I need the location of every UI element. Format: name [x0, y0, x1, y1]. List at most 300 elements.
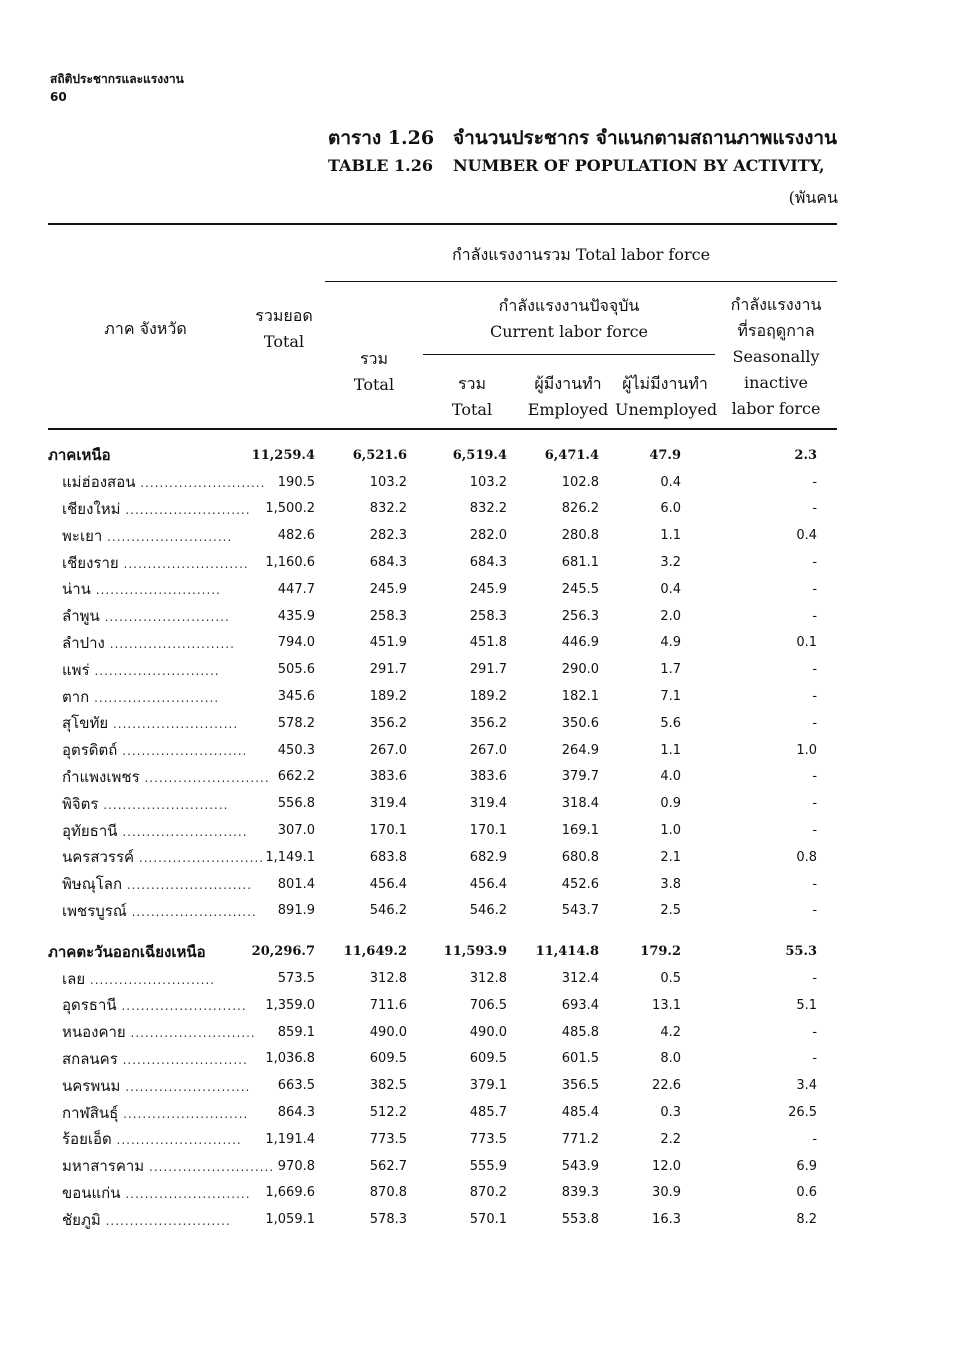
province-row: [48, 790, 837, 817]
province-lf-total-cell: 170.1: [369, 823, 407, 839]
province-row: [48, 576, 837, 603]
province-name: ขอนแก่น: [62, 1183, 121, 1202]
province-unemployed-cell: 1.0: [660, 823, 681, 839]
leader-dots: ..........................: [117, 744, 248, 759]
province-name: อุตรดิตถ์: [62, 741, 118, 760]
page-number: 60: [50, 90, 67, 104]
province-row: [48, 965, 837, 992]
leader-dots: ..........................: [100, 1213, 231, 1228]
province-total-cell: 307.0: [277, 823, 315, 839]
province-row: [48, 710, 837, 737]
province-row: [48, 603, 837, 630]
leader-dots: ..........................: [89, 663, 220, 678]
province-name: พิษณุโลก: [62, 875, 123, 894]
header-unemployed-th: ผู้ไม่มีงานทำ: [622, 373, 708, 393]
province-total-cell: 1,669.6: [265, 1185, 315, 1201]
province-employed-cell: 379.7: [561, 769, 599, 785]
province-lf-total-cell: 711.6: [369, 997, 407, 1013]
province-current-total-cell: 312.8: [469, 971, 507, 987]
province-name-cell: [48, 603, 243, 630]
province-name: พะเยา: [62, 526, 103, 545]
leader-dots: ..........................: [117, 824, 248, 839]
province-name-cell: [48, 965, 243, 992]
province-row: [48, 496, 837, 523]
region-total-cell: 20,296.7: [251, 944, 315, 960]
province-employed-cell: 446.9: [561, 635, 599, 651]
province-employed-cell: 350.6: [561, 715, 599, 731]
region-unemployed-cell: 47.9: [649, 447, 681, 463]
province-row: [48, 522, 837, 549]
province-total-cell: 573.5: [277, 971, 315, 987]
province-total-cell: 1,149.1: [265, 849, 315, 865]
province-total-cell: 1,359.0: [265, 997, 315, 1013]
province-name-cell: [48, 1099, 249, 1126]
province-current-total-cell: 103.2: [469, 474, 507, 490]
province-unemployed-cell: 1.7: [660, 662, 681, 678]
province-lf-total-cell: 319.4: [369, 796, 407, 812]
province-total-cell: 578.2: [277, 715, 315, 731]
header-total-th: รวมยอด: [255, 305, 313, 325]
province-name: ลำพูน: [62, 607, 100, 626]
province-seasonal-cell: -: [812, 474, 818, 490]
leader-dots: ..........................: [104, 636, 235, 651]
province-row: [48, 1126, 837, 1153]
header-seasonal-th2: ที่รอฤดูกาล: [737, 321, 815, 340]
province-employed-cell: 485.8: [561, 1024, 599, 1040]
province-name-cell: [48, 844, 265, 871]
province-name: ร้อยเอ็ด: [62, 1130, 112, 1149]
title-thai: [328, 124, 848, 152]
header-total-en: Total: [263, 331, 305, 351]
province-employed-cell: 693.4: [561, 997, 599, 1013]
province-employed-cell: 169.1: [561, 823, 599, 839]
province-name-cell: [48, 630, 243, 657]
province-row: [48, 1099, 837, 1126]
province-lf-total-cell: 490.0: [369, 1024, 407, 1040]
province-name: สุโขทัย: [62, 714, 109, 733]
province-employed-cell: 839.3: [561, 1185, 599, 1201]
province-name: นครพนม: [62, 1076, 121, 1095]
province-lf-total-cell: 578.3: [369, 1212, 407, 1228]
leader-dots: ..........................: [120, 1186, 251, 1201]
province-current-total-cell: 555.9: [469, 1158, 507, 1174]
province-seasonal-cell: 3.4: [796, 1078, 818, 1094]
province-employed-cell: 601.5: [561, 1051, 599, 1067]
province-unemployed-cell: 7.1: [660, 689, 681, 705]
province-row: [48, 549, 837, 576]
table-body: [48, 429, 837, 1233]
province-seasonal-cell: 0.6: [796, 1185, 818, 1201]
province-name-cell: [48, 522, 243, 549]
province-current-total-cell: 684.3: [469, 555, 507, 571]
region-employed-cell: 6,471.4: [544, 447, 599, 463]
province-employed-cell: 102.8: [561, 474, 599, 490]
leader-dots: ..........................: [111, 1133, 242, 1148]
province-employed-cell: 290.0: [561, 662, 599, 678]
header-seasonal: [715, 282, 837, 430]
leader-dots: ..........................: [120, 502, 251, 517]
province-current-total-cell: 451.8: [469, 635, 507, 651]
province-total-cell: 505.6: [277, 662, 315, 678]
province-lf-total-cell: 383.6: [369, 769, 407, 785]
region-name: ภาคเหนือ: [48, 446, 111, 465]
province-lf-total-cell: 683.8: [369, 849, 407, 865]
province-unemployed-cell: 22.6: [652, 1078, 681, 1094]
province-current-total-cell: 267.0: [469, 742, 507, 758]
province-current-total-cell: 706.5: [469, 997, 507, 1013]
title-thai-label: ตาราง 1.26: [328, 127, 435, 149]
leader-dots: ..........................: [122, 878, 253, 893]
province-name: เชียงใหม่: [62, 499, 121, 518]
province-name-cell: [48, 1153, 275, 1180]
province-row: [48, 844, 837, 871]
province-current-total-cell: 570.1: [469, 1212, 507, 1228]
province-lf-total-cell: 456.4: [369, 876, 407, 892]
province-total-cell: 556.8: [277, 796, 315, 812]
province-name: น่าน: [62, 580, 91, 599]
province-current-total-cell: 682.9: [469, 849, 507, 865]
province-total-cell: 1,500.2: [265, 501, 315, 517]
province-total-cell: 1,191.4: [265, 1131, 315, 1147]
province-unemployed-cell: 4.9: [660, 635, 681, 651]
province-total-cell: 190.5: [277, 474, 315, 490]
province-unemployed-cell: 4.2: [660, 1024, 681, 1040]
province-unemployed-cell: 0.4: [660, 581, 681, 597]
province-name: นครสวรรค์: [62, 848, 135, 867]
province-unemployed-cell: 12.0: [652, 1158, 681, 1174]
header-current-total: [423, 355, 521, 429]
province-employed-cell: 264.9: [561, 742, 599, 758]
province-name-cell: [48, 764, 270, 791]
leader-dots: ..........................: [120, 1079, 251, 1094]
province-row: [48, 683, 837, 710]
province-seasonal-cell: 0.1: [796, 635, 818, 651]
province-current-total-cell: 546.2: [469, 903, 507, 919]
province-name-cell: [48, 656, 243, 683]
province-employed-cell: 543.7: [561, 903, 599, 919]
province-unemployed-cell: 8.0: [660, 1051, 681, 1067]
province-total-cell: 663.5: [277, 1078, 315, 1094]
province-total-cell: 891.9: [277, 903, 315, 919]
province-seasonal-cell: 6.9: [796, 1158, 818, 1174]
province-lf-total-cell: 258.3: [369, 608, 407, 624]
province-name: ชัยภูมิ: [62, 1210, 101, 1229]
province-row: [48, 1046, 837, 1073]
header-employed-en: Employed: [527, 399, 609, 419]
leader-dots: ..........................: [116, 999, 247, 1014]
province-employed-cell: 485.4: [561, 1105, 599, 1121]
province-total-cell: 801.4: [277, 876, 315, 892]
province-name-cell: [48, 817, 248, 844]
province-row: [48, 871, 837, 898]
province-current-total-cell: 490.0: [469, 1024, 507, 1040]
province-seasonal-cell: -: [812, 662, 818, 678]
table-title: [328, 124, 848, 178]
province-name-cell: [48, 992, 247, 1019]
province-unemployed-cell: 2.1: [660, 849, 681, 865]
province-lf-total-cell: 282.3: [369, 528, 407, 544]
province-current-total-cell: 319.4: [469, 796, 507, 812]
province-lf-total-cell: 291.7: [369, 662, 407, 678]
province-current-total-cell: 291.7: [469, 662, 507, 678]
province-lf-total-cell: 562.7: [369, 1158, 407, 1174]
leader-dots: ..........................: [126, 904, 257, 919]
province-unemployed-cell: 5.6: [660, 715, 681, 731]
province-name: อุทัยธานี: [62, 821, 118, 840]
province-lf-total-cell: 245.9: [369, 581, 407, 597]
province-seasonal-cell: -: [812, 1131, 818, 1147]
province-unemployed-cell: 3.2: [660, 555, 681, 571]
province-unemployed-cell: 16.3: [652, 1212, 681, 1228]
leader-dots: ..........................: [135, 476, 266, 491]
province-name-cell: [48, 710, 243, 737]
book-title: สถิติประชากรและแรงงาน: [50, 72, 184, 86]
province-employed-cell: 245.5: [561, 581, 599, 597]
leader-dots: ..........................: [90, 583, 221, 598]
province-employed-cell: 826.2: [561, 501, 599, 517]
province-total-cell: 859.1: [277, 1024, 315, 1040]
province-seasonal-cell: 0.8: [796, 849, 818, 865]
region-total-cell: 11,259.4: [251, 447, 315, 463]
province-name: เชียงราย: [62, 553, 119, 572]
province-name: อุดรธานี: [62, 996, 117, 1015]
header-current-total-en: Total: [451, 399, 493, 419]
province-total-cell: 662.2: [277, 769, 315, 785]
province-name: ตาก: [62, 687, 90, 706]
province-lf-total-cell: 546.2: [369, 903, 407, 919]
province-seasonal-cell: 0.4: [796, 528, 818, 544]
leader-dots: ..........................: [118, 1106, 249, 1121]
province-seasonal-cell: -: [812, 1051, 818, 1067]
province-name-cell: [48, 576, 243, 603]
province-seasonal-cell: 1.0: [796, 742, 818, 758]
province-employed-cell: 452.6: [561, 876, 599, 892]
region-seasonal-cell: 55.3: [785, 944, 818, 960]
region-lf-total-cell: 11,649.2: [343, 944, 407, 960]
province-name-cell: [48, 790, 243, 817]
province-current-total-cell: 282.0: [469, 528, 507, 544]
region-employed-cell: 11,414.8: [535, 944, 599, 960]
province-unemployed-cell: 3.8: [660, 876, 681, 892]
region-seasonal-cell: 2.3: [794, 447, 818, 463]
province-name-cell: [48, 1046, 248, 1073]
province-employed-cell: 182.1: [561, 689, 599, 705]
province-name-cell: [48, 737, 248, 764]
province-name-cell: [48, 1206, 243, 1233]
header-current-labor-force: [423, 282, 715, 355]
province-total-cell: 1,059.1: [265, 1212, 315, 1228]
province-unemployed-cell: 0.5: [660, 971, 681, 987]
province-name: กาฬสินธุ์: [62, 1103, 119, 1122]
province-employed-cell: 256.3: [561, 608, 599, 624]
province-total-cell: 450.3: [277, 742, 315, 758]
province-current-total-cell: 356.2: [469, 715, 507, 731]
province-seasonal-cell: 5.1: [796, 997, 818, 1013]
header-lf-total-en: Total: [353, 375, 395, 394]
province-unemployed-cell: 0.9: [660, 796, 681, 812]
province-unemployed-cell: 6.0: [660, 501, 681, 517]
province-lf-total-cell: 870.8: [369, 1185, 407, 1201]
header-current-total-th: รวม: [457, 373, 487, 393]
province-total-cell: 435.9: [277, 608, 315, 624]
leader-dots: ..........................: [144, 1160, 275, 1175]
province-name-cell: [48, 871, 253, 898]
province-employed-cell: 280.8: [561, 528, 599, 544]
running-header: [50, 70, 184, 106]
province-row: [48, 1019, 837, 1046]
header-total: [243, 224, 325, 429]
province-seasonal-cell: -: [812, 796, 818, 812]
province-total-cell: 447.7: [277, 581, 315, 597]
province-lf-total-cell: 382.5: [369, 1078, 407, 1094]
region-row: [48, 938, 837, 965]
leader-dots: ..........................: [102, 529, 233, 544]
province-lf-total-cell: 103.2: [369, 474, 407, 490]
province-seasonal-cell: -: [812, 581, 818, 597]
province-total-cell: 794.0: [277, 635, 315, 651]
province-unemployed-cell: 2.5: [660, 903, 681, 919]
province-name: แพร่: [62, 660, 90, 679]
region-name: ภาคตะวันออกเฉียงเหนือ: [48, 942, 206, 961]
province-seasonal-cell: -: [812, 555, 818, 571]
province-seasonal-cell: -: [812, 876, 818, 892]
province-name: เลย: [62, 969, 86, 988]
header-seasonal-en2: inactive: [744, 373, 809, 392]
province-name-cell: [48, 1126, 243, 1153]
header-unemployed: [615, 355, 718, 429]
province-employed-cell: 543.9: [561, 1158, 599, 1174]
province-seasonal-cell: 8.2: [796, 1212, 818, 1228]
province-employed-cell: 356.5: [561, 1078, 599, 1094]
province-total-cell: 345.6: [277, 689, 315, 705]
province-employed-cell: 771.2: [561, 1131, 599, 1147]
province-lf-total-cell: 189.2: [369, 689, 407, 705]
unit-label: (พันคน: [788, 188, 838, 207]
spacer-row: [48, 429, 837, 442]
title-thai-text: จำนวนประชากร จำแนกตามสถานภาพแรงงาน: [453, 127, 838, 149]
province-name-cell: [48, 549, 249, 576]
leader-dots: ..........................: [99, 610, 230, 625]
province-unemployed-cell: 0.3: [660, 1105, 681, 1121]
header-current-en: Current labor force: [489, 322, 649, 342]
title-english-text: NUMBER OF POPULATION BY ACTIVITY,: [453, 156, 825, 175]
province-name: สกลนคร: [62, 1049, 118, 1068]
leader-dots: ..........................: [85, 972, 216, 987]
province-unemployed-cell: 2.0: [660, 608, 681, 624]
province-row: [48, 764, 837, 791]
province-lf-total-cell: 451.9: [369, 635, 407, 651]
leader-dots: ..........................: [134, 851, 265, 866]
province-row: [48, 1206, 837, 1233]
header-seasonal-en1: Seasonally: [732, 347, 820, 366]
province-seasonal-cell: 26.5: [788, 1105, 818, 1121]
header-employed-th: ผู้มีงานทำ: [534, 373, 602, 393]
province-row: [48, 992, 837, 1019]
province-row: [48, 1153, 837, 1180]
province-seasonal-cell: -: [812, 608, 818, 624]
header-labor-force: กำลังแรงงานรวม Total labor force: [325, 224, 837, 282]
title-english: [328, 154, 848, 178]
province-unemployed-cell: 0.4: [660, 474, 681, 490]
population-activity-table: [48, 223, 837, 1233]
province-current-total-cell: 456.4: [469, 876, 507, 892]
province-current-total-cell: 870.2: [469, 1185, 507, 1201]
leader-dots: ..........................: [117, 1052, 248, 1067]
province-name-cell: [48, 1180, 251, 1207]
province-lf-total-cell: 356.2: [369, 715, 407, 731]
region-current-total-cell: 6,519.4: [452, 447, 507, 463]
province-name-cell: [48, 1072, 251, 1099]
header-region-province: [48, 224, 243, 429]
province-row: [48, 817, 837, 844]
province-row: [48, 1072, 837, 1099]
province-current-total-cell: 773.5: [469, 1131, 507, 1147]
province-unemployed-cell: 2.2: [660, 1131, 681, 1147]
province-name-cell: [48, 898, 257, 925]
header-seasonal-en3: labor force: [731, 399, 821, 418]
province-current-total-cell: 383.6: [469, 769, 507, 785]
leader-dots: ..........................: [108, 717, 239, 732]
province-name: ลำปาง: [62, 633, 105, 652]
province-total-cell: 970.8: [277, 1158, 315, 1174]
province-seasonal-cell: -: [812, 971, 818, 987]
leader-dots: ..........................: [89, 690, 220, 705]
province-lf-total-cell: 512.2: [369, 1105, 407, 1121]
region-row: [48, 442, 837, 469]
province-total-cell: 864.3: [277, 1105, 315, 1121]
province-employed-cell: 680.8: [561, 849, 599, 865]
province-total-cell: 1,160.6: [265, 555, 315, 571]
province-name: กำแพงเพชร: [62, 767, 140, 786]
province-current-total-cell: 609.5: [469, 1051, 507, 1067]
title-english-label: TABLE 1.26: [328, 156, 433, 175]
province-lf-total-cell: 312.8: [369, 971, 407, 987]
province-row: [48, 737, 837, 764]
leader-dots: ..........................: [125, 1026, 256, 1041]
province-seasonal-cell: -: [812, 769, 818, 785]
province-row: [48, 898, 837, 925]
province-name: หนองคาย: [62, 1023, 126, 1042]
header-lf-total: [325, 282, 423, 430]
province-current-total-cell: 170.1: [469, 823, 507, 839]
province-seasonal-cell: -: [812, 903, 818, 919]
region-lf-total-cell: 6,521.6: [352, 447, 407, 463]
province-unemployed-cell: 4.0: [660, 769, 681, 785]
province-lf-total-cell: 267.0: [369, 742, 407, 758]
province-employed-cell: 681.1: [561, 555, 599, 571]
province-name-cell: [48, 1019, 256, 1046]
province-row: [48, 656, 837, 683]
province-employed-cell: 553.8: [561, 1212, 599, 1228]
leader-dots: ..........................: [98, 797, 229, 812]
header-current-th: กำลังแรงงานปัจจุบัน: [498, 296, 640, 316]
province-name-cell: [48, 469, 266, 496]
province-lf-total-cell: 832.2: [369, 501, 407, 517]
province-seasonal-cell: -: [812, 823, 818, 839]
province-current-total-cell: 189.2: [469, 689, 507, 705]
table-header: [48, 224, 837, 429]
province-lf-total-cell: 773.5: [369, 1131, 407, 1147]
province-employed-cell: 312.4: [561, 971, 599, 987]
province-name: แม่ฮ่องสอน: [62, 473, 136, 492]
header-employed: [521, 355, 615, 429]
header-region-province-text: ภาค จังหวัด: [104, 318, 187, 338]
province-lf-total-cell: 609.5: [369, 1051, 407, 1067]
province-name: พิจิตร: [62, 794, 99, 813]
province-lf-total-cell: 684.3: [369, 555, 407, 571]
spacer-cell: [48, 429, 837, 442]
province-current-total-cell: 258.3: [469, 608, 507, 624]
